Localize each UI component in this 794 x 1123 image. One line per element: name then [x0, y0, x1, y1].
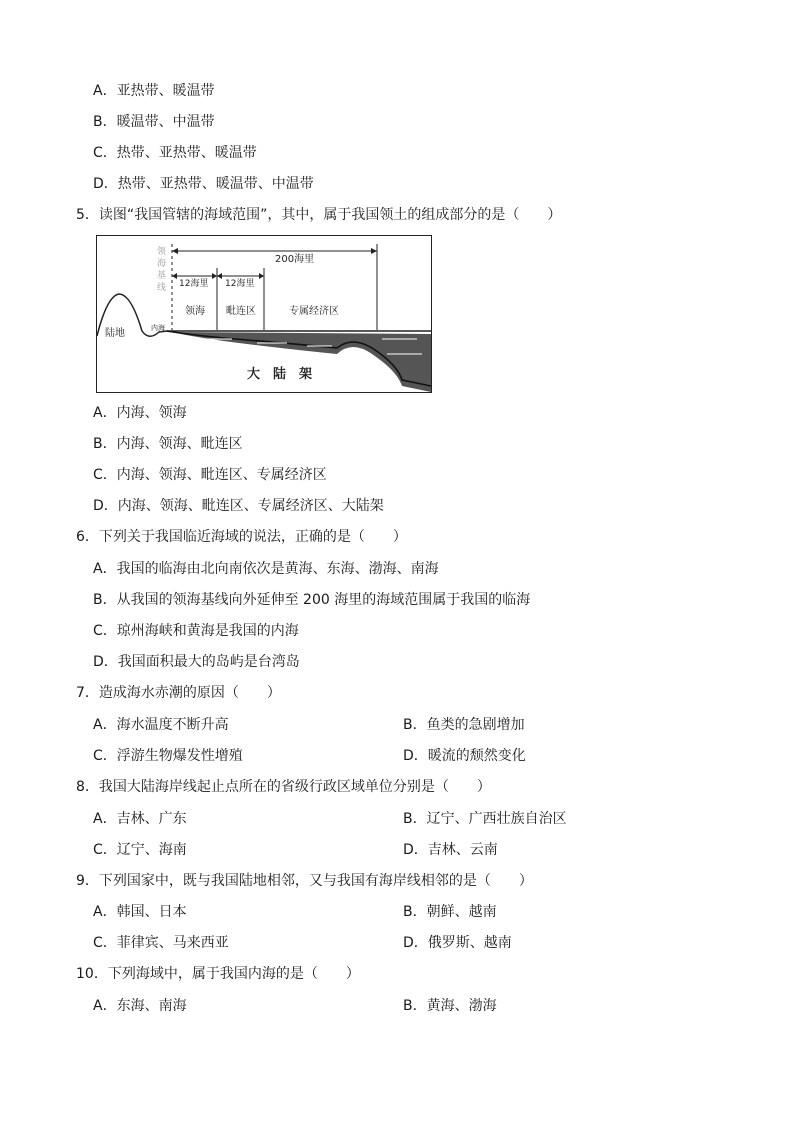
q4-option-c: C．热带、亚热带、暖温带	[93, 145, 257, 161]
q9-option-c: C．菲律宾、马来西亚	[93, 935, 229, 951]
inner-sea-label: 内海	[151, 324, 165, 332]
q9-stem: 9．下列国家中，既与我国陆地相邻，又与我国有海岸线相邻的是（ ）	[76, 873, 533, 889]
eez-label: 专属经济区	[289, 306, 339, 317]
land-label: 陆地	[105, 328, 125, 339]
q5-option-a: A．内海、领海	[93, 405, 187, 421]
sea-area-diagram	[96, 235, 432, 393]
range-12a-label: 12海里	[179, 279, 209, 289]
q9-option-d: D．俄罗斯、越南	[403, 935, 512, 951]
contiguous-zone-label: 毗连区	[226, 306, 256, 317]
q7-option-c: C．浮游生物爆发性增殖	[93, 748, 243, 764]
range-200-label: 200海里	[275, 254, 315, 265]
q7-option-b: B．鱼类的急剧增加	[403, 717, 525, 733]
q4-option-b: B．暖温带、中温带	[93, 114, 215, 130]
q8-option-a: A．吉林、广东	[93, 811, 187, 827]
q9-option-a: A．韩国、日本	[93, 904, 187, 920]
q10-stem: 10．下列海域中，属于我国内海的是（ ）	[76, 966, 360, 982]
q8-option-c: C．辽宁、海南	[93, 842, 187, 858]
q5-option-c: C．内海、领海、毗连区、专属经济区	[93, 467, 327, 483]
q7-option-d: D．暖流的颓然变化	[403, 748, 526, 764]
q8-option-b: B．辽宁、广西壮族自治区	[403, 811, 567, 827]
q6-option-d: D．我国面积最大的岛屿是台湾岛	[93, 654, 300, 670]
q6-option-a: A．我国的临海由北向南依次是黄海、东海、渤海、南海	[93, 561, 439, 577]
q4-option-a: A．亚热带、暖温带	[93, 83, 215, 99]
baseline-label: 领海基线	[157, 247, 167, 293]
q10-option-a: A．东海、南海	[93, 998, 187, 1014]
q10-option-b: B．黄海、渤海	[403, 998, 497, 1014]
q8-stem: 8．我国大陆海岸线起止点所在的省级行政区域单位分别是（ ）	[76, 779, 491, 795]
territorial-sea-label: 领海	[185, 306, 205, 317]
q9-option-b: B．朝鲜、越南	[403, 904, 497, 920]
q8-option-d: D．吉林、云南	[403, 842, 498, 858]
q7-option-a: A．海水温度不断升高	[93, 717, 229, 733]
q6-stem: 6．下列关于我国临近海域的说法，正确的是（ ）	[76, 529, 407, 545]
q6-option-b: B．从我国的领海基线向外延伸至 200 海里的海域范围属于我国的临海	[93, 592, 531, 608]
continental-shelf-label: 大 陆 架	[247, 367, 313, 382]
q6-option-c: C．琼州海峡和黄海是我国的内海	[93, 623, 299, 639]
q5-option-b: B．内海、领海、毗连区	[93, 436, 243, 452]
q7-stem: 7．造成海水赤潮的原因（ ）	[76, 685, 281, 701]
q5-option-d: D．内海、领海、毗连区、专属经济区、大陆架	[93, 498, 384, 514]
q4-option-d: D．热带、亚热带、暖温带、中温带	[93, 176, 314, 192]
range-12b-label: 12海里	[225, 279, 255, 289]
q5-stem: 5．读图“我国管辖的海域范围”，其中，属于我国领土的组成部分的是（ ）	[76, 207, 562, 223]
